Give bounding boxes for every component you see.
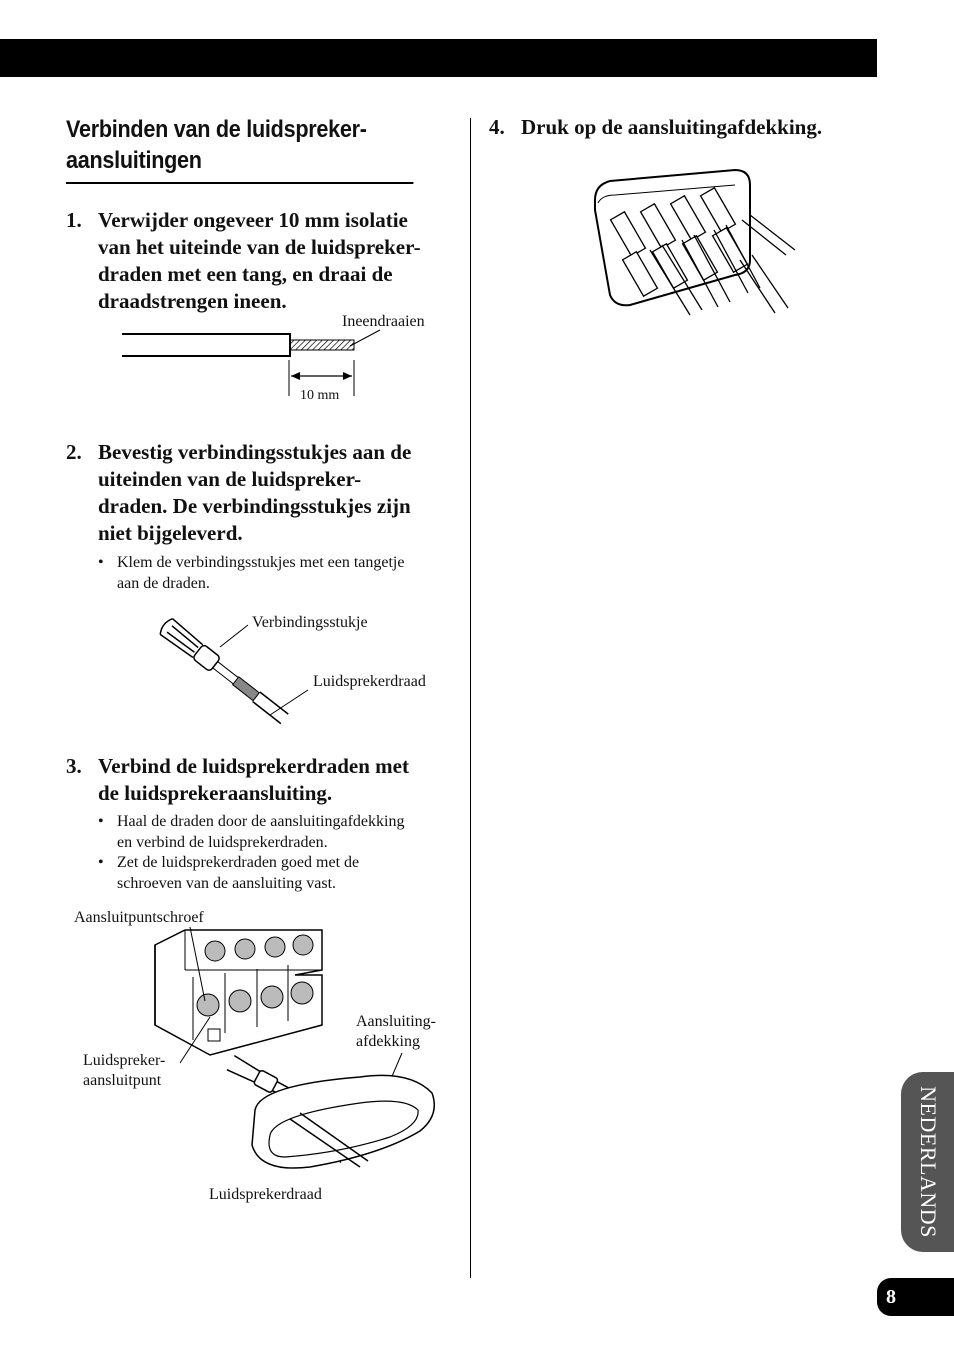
step-2	[66, 439, 456, 549]
label-terminal-line: aansluitpunt	[83, 1072, 162, 1089]
bullet-dot: •	[98, 854, 104, 871]
step-number: 1.	[66, 208, 82, 232]
step-line: niet bijgeleverd.	[98, 521, 243, 545]
step-line: Verbind de luidsprekerdraden met	[98, 754, 409, 778]
step-text	[98, 753, 409, 807]
step-line: uiteinden van de luidspreker-	[98, 467, 362, 491]
label-screw: Aansluitpuntschroef	[74, 909, 204, 926]
bullet-line: aan de draden.	[117, 575, 210, 592]
bullet-line: en verbind de luidsprekerdraden.	[117, 834, 328, 851]
bullet-line: schroeven van de aansluiting vast.	[117, 875, 337, 892]
step-number: 2.	[66, 440, 82, 464]
label-length: 10 mm	[300, 388, 340, 403]
label-wire-bottom: Luidsprekerdraad	[209, 1186, 322, 1203]
step-line: Druk op de aansluitingafdekking.	[521, 115, 823, 139]
step-number: 3.	[66, 754, 82, 778]
bullet-line: Klem de verbindingsstukjes met een tangetje	[117, 554, 405, 571]
label-terminal	[83, 1051, 165, 1091]
step-line: Bevestig verbindingsstukjes aan de	[98, 440, 412, 464]
page-number-label: 8	[886, 1286, 896, 1308]
step-line: de luidsprekeraansluiting.	[98, 781, 333, 805]
bullet-line: Zet de luidsprekerdraden goed met de	[117, 854, 360, 871]
page-number	[877, 1278, 954, 1316]
step-1	[66, 207, 456, 317]
column-divider	[470, 118, 471, 1278]
section-heading-line: Verbinden van de luidspreker-	[66, 116, 367, 143]
label-wire: Luidsprekerdraad	[313, 673, 426, 690]
label-connector: Verbindingsstukje	[252, 614, 368, 631]
bullet-line: Haal de draden door de aansluitingafdekking	[117, 813, 405, 830]
label-cover	[356, 1012, 436, 1052]
step-4	[489, 114, 889, 144]
step-3	[66, 753, 456, 809]
language-tab-label: NEDERLANDS	[915, 1086, 941, 1238]
step-text	[98, 207, 421, 315]
header-bar	[0, 39, 877, 77]
step-number: 4.	[489, 115, 505, 139]
step-line: draden met een tang, en draai de	[98, 262, 393, 286]
cover-pressed-illustration	[590, 165, 810, 330]
bullet-dot: •	[98, 554, 104, 571]
step-line: Verwijder ongeveer 10 mm isolatie	[98, 208, 408, 232]
step-text	[521, 114, 822, 141]
bullet-text	[117, 852, 359, 894]
section-heading	[66, 114, 413, 184]
step-text	[98, 439, 411, 547]
step-line: draden. De verbindingsstukjes zijn	[98, 494, 411, 518]
label-cover-line: Aansluiting-	[356, 1013, 436, 1030]
bullet-text	[117, 811, 404, 853]
bullet-text	[117, 552, 404, 594]
bullet-dot: •	[98, 813, 104, 830]
label-terminal-line: Luidspreker-	[83, 1052, 166, 1069]
step-line: van het uiteinde van de luidspreker-	[98, 235, 421, 259]
step-line: draadstrengen ineen.	[98, 289, 287, 313]
language-tab	[901, 1072, 954, 1252]
label-twist: Ineendraaien	[342, 313, 425, 330]
label-cover-line: afdekking	[356, 1033, 420, 1050]
section-heading-line: aansluitingen	[66, 147, 202, 174]
